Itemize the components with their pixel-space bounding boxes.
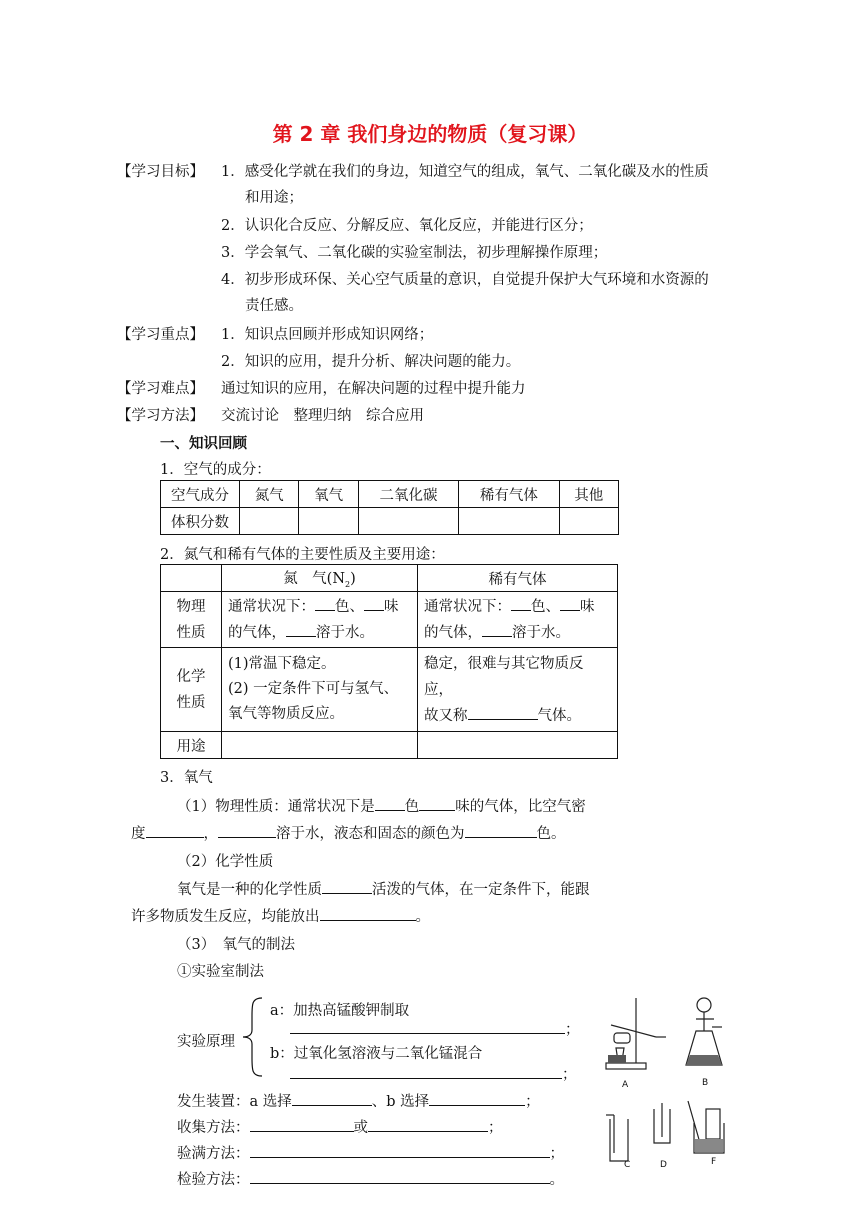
table-cell: 空气成分	[161, 481, 240, 508]
row-chem: 化学 性质	[161, 648, 222, 732]
phys-rare: 通常状况下： 色、 味 的气体， 溶于水。	[418, 592, 618, 648]
table-cell: 氧气	[299, 481, 358, 508]
row-use: 用途	[161, 732, 222, 759]
principle-a: a：加热高锰酸钾制取	[270, 1003, 410, 1019]
chem-n2: (1)常温下稳定。 (2) 一定条件下可与氢气、 氧气等物质反应。	[222, 648, 418, 732]
table-cell: 稀有气体	[459, 481, 559, 508]
collect-line: 收集方法： 或 ；	[177, 1116, 503, 1137]
q2-heading: 2．氮气和稀有气体的主要性质及主要用途：	[160, 547, 445, 563]
q3-p1-line1: （1）物理性质：通常状况下是 色 味的气体，比空气密	[177, 795, 586, 816]
header-rare: 稀有气体	[418, 565, 618, 592]
q3-p3-heading: （3） 氧气的制法	[177, 937, 295, 953]
device-line: 发生装置：a 选择 、b 选择 ；	[177, 1090, 540, 1111]
difficulty-text: 通过知识的应用，在解决问题的过程中提升能力	[221, 381, 526, 397]
fig-label-b: B	[702, 1078, 709, 1088]
q3-p2-line2: 许多物质发生反应，均能放出 。	[131, 905, 430, 926]
q1-heading: 1．空气的成分：	[160, 462, 271, 478]
principle-a-blank: ；	[290, 1018, 580, 1039]
q3-heading: 3．氧气	[160, 770, 213, 786]
difficulty-label: 【学习难点】	[117, 381, 204, 397]
brace-icon	[240, 996, 264, 1078]
goal-3: 3．学会氧气、二氧化碳的实验室制法，初步理解操作原理；	[221, 245, 608, 261]
q3-p1-line2: 度 ， 溶于水，液态和固态的颜色为 色。	[131, 822, 566, 843]
air-composition-table	[160, 480, 619, 535]
phys-n2: 通常状况下： 色、 味 的气体， 溶于水。	[222, 592, 418, 648]
fig-label-c: C	[624, 1160, 631, 1170]
focus-1: 1．知识点回顾并形成知识网络；	[221, 327, 434, 343]
method-label: 【学习方法】	[117, 408, 204, 424]
goal-1-cont: 和用途；	[245, 190, 303, 206]
focus-label: 【学习重点】	[117, 327, 204, 343]
focus-2: 2．知识的应用，提升分析、解决问题的能力。	[221, 354, 521, 370]
goal-4-cont: 责任感。	[245, 298, 303, 314]
header-n2: 氮 气$(N_2)$	[222, 565, 418, 592]
table-cell: 二氧化碳	[358, 481, 458, 508]
fig-label-f: F	[711, 1157, 717, 1167]
gas-properties-table	[160, 564, 618, 759]
principle-b-blank: ；	[290, 1063, 577, 1084]
full-line: 验满方法： ；	[177, 1142, 564, 1163]
chem-rare: 稳定，很难与其它物质反应， 故又称 气体。	[418, 648, 618, 732]
goal-2: 2．认识化合反应、分解反应、氧化反应，并能进行区分；	[221, 218, 593, 234]
row-phys: 物理 性质	[161, 592, 222, 648]
q3-p2-heading: （2）化学性质	[177, 854, 274, 870]
q3-p2-line1: 氧气是一种的化学性质 活泼的气体，在一定条件下，能跟	[177, 878, 590, 899]
section-heading: 一、知识回顾	[160, 435, 247, 452]
goals-label: 【学习目标】	[117, 164, 204, 180]
table-cell: 氮气	[240, 481, 299, 508]
goal-1: 1．感受化学就在我们的身边，知道空气的组成，氧气、二氧化碳及水的性质	[221, 164, 709, 180]
q3-p3-lab: ①实验室制法	[177, 964, 264, 980]
apparatus-figure	[596, 993, 746, 1173]
fig-label-a: A	[622, 1080, 629, 1090]
principle-b: b：过氧化氢溶液与二氧化锰混合	[270, 1046, 483, 1062]
table-cell: 其他	[559, 481, 618, 508]
fig-label-d: D	[660, 1160, 667, 1170]
test-line: 检验方法： 。	[177, 1168, 564, 1189]
goal-4: 4．初步形成环保、关心空气质量的意识，自觉提升保护大气环境和水资源的	[221, 272, 709, 288]
page-title: 第 2 章 我们身边的物质（复习课）	[272, 122, 588, 146]
principle-label: 实验原理	[177, 1034, 235, 1050]
table-cell: 体积分数	[161, 508, 240, 535]
method-text: 交流讨论 整理归纳 综合应用	[221, 408, 424, 424]
